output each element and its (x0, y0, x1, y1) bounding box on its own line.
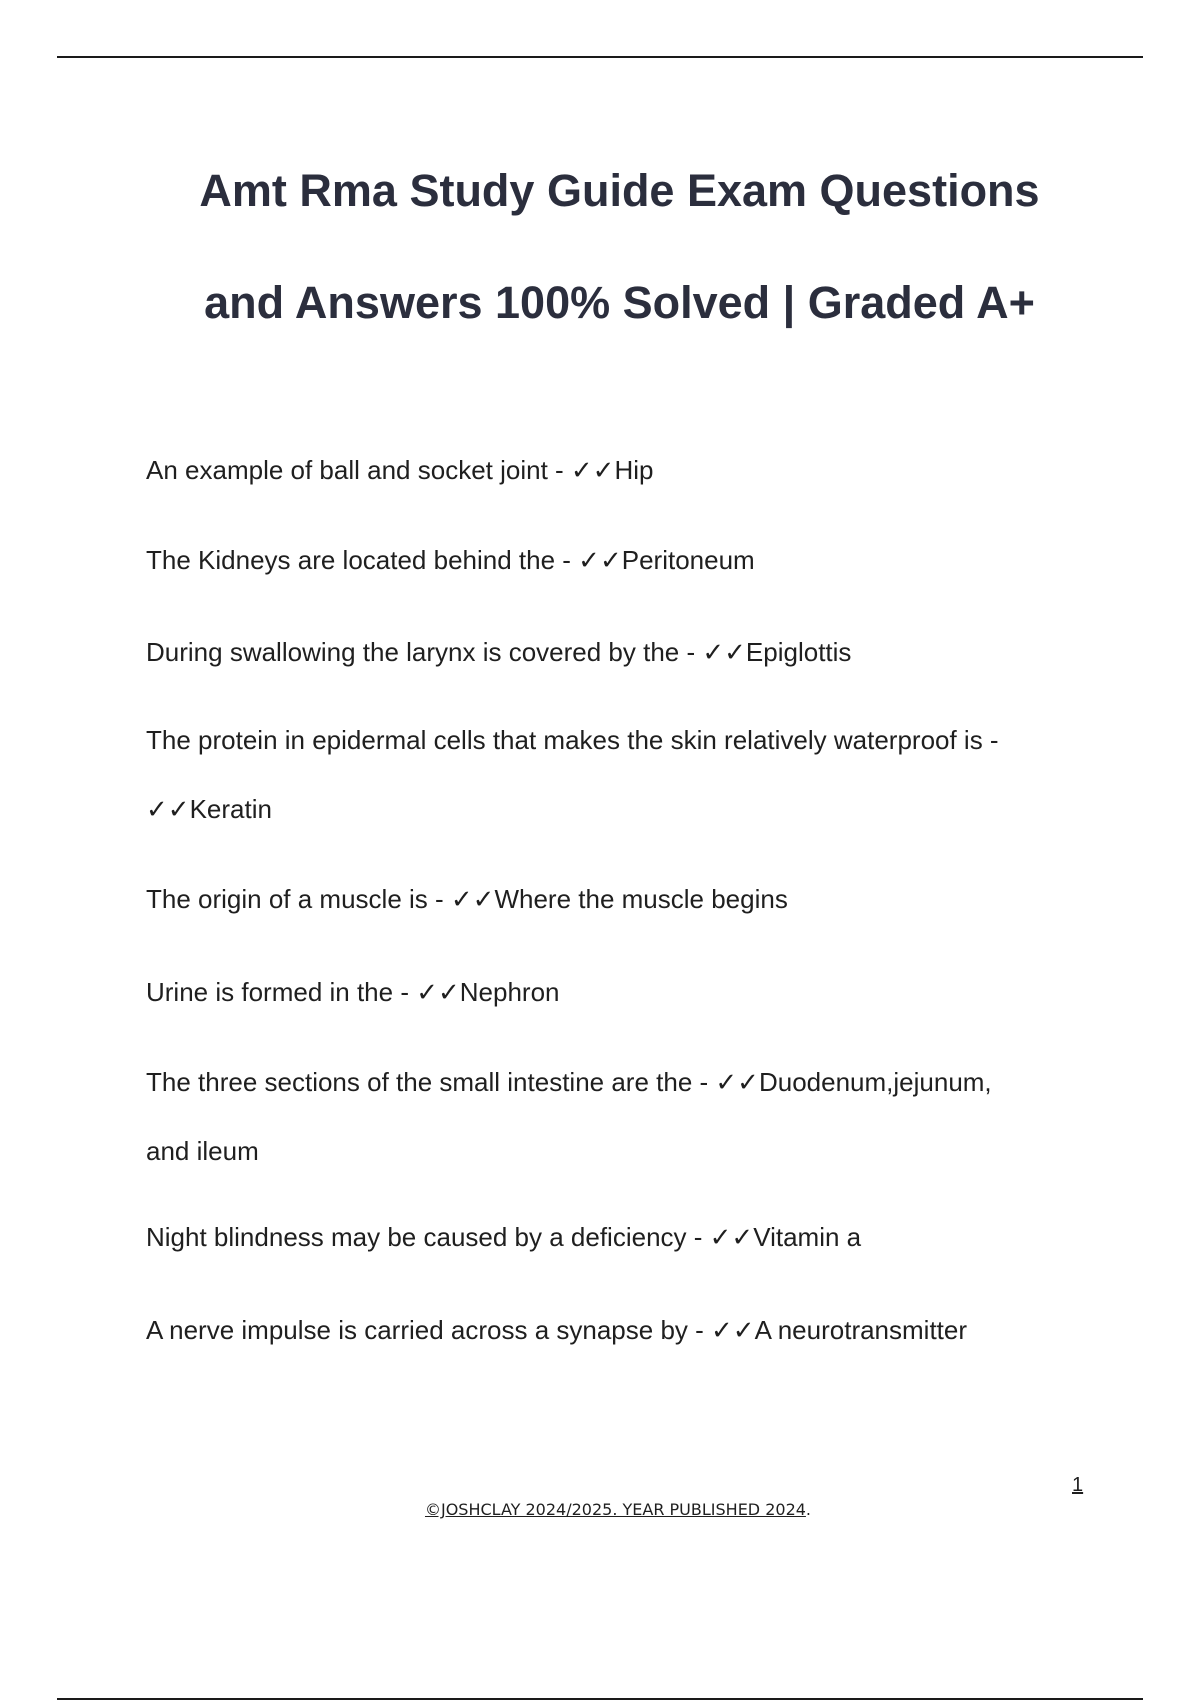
qa-item-9 (146, 1296, 1086, 1365)
qa-item-1 (146, 436, 1086, 505)
qa-line: A nerve impulse is carried across a synapse by - ✓✓A neurotransmitter (146, 1315, 968, 1345)
qa-line: The three sections of the small intestine are the - ✓✓Duodenum,jejunum, (146, 1067, 992, 1097)
qa-item-7 (146, 1048, 1086, 1186)
qa-item-4 (146, 706, 1086, 844)
qa-line: Urine is formed in the - ✓✓Nephron (146, 977, 560, 1007)
document-title (120, 135, 1119, 359)
footer-copyright: ©JOSHCLAY 2024/2025. YEAR PUBLISHED 2024 (424, 1500, 806, 1519)
qa-line: and ileum (146, 1136, 259, 1166)
title-line-1: Amt Rma Study Guide Exam Questions (199, 165, 1040, 216)
qa-item-8 (146, 1203, 1086, 1272)
qa-line: The Kidneys are located behind the - ✓✓Peritoneum (146, 545, 755, 575)
qa-line: Night blindness may be caused by a deficiency - ✓✓Vitamin a (146, 1222, 862, 1252)
qa-line: An example of ball and socket joint - ✓✓Hip (146, 455, 654, 485)
qa-item-2 (146, 526, 1086, 595)
page-number: 1 (1072, 1474, 1084, 1496)
qa-item-5 (146, 865, 1086, 934)
footer (0, 1500, 1200, 1519)
qa-item-3 (146, 618, 1086, 687)
qa-line: The protein in epidermal cells that makes the skin relatively waterproof is - (146, 725, 999, 755)
title-line-2: and Answers 100% Solved | Graded A+ (204, 277, 1035, 328)
top-rule (57, 56, 1143, 58)
footer-period: . (805, 1500, 812, 1519)
qa-item-6 (146, 958, 1086, 1027)
qa-line: ✓✓Keratin (146, 794, 272, 824)
qa-line: The origin of a muscle is - ✓✓Where the muscle begins (146, 884, 788, 914)
qa-line: During swallowing the larynx is covered by the - ✓✓Epiglottis (146, 637, 852, 667)
